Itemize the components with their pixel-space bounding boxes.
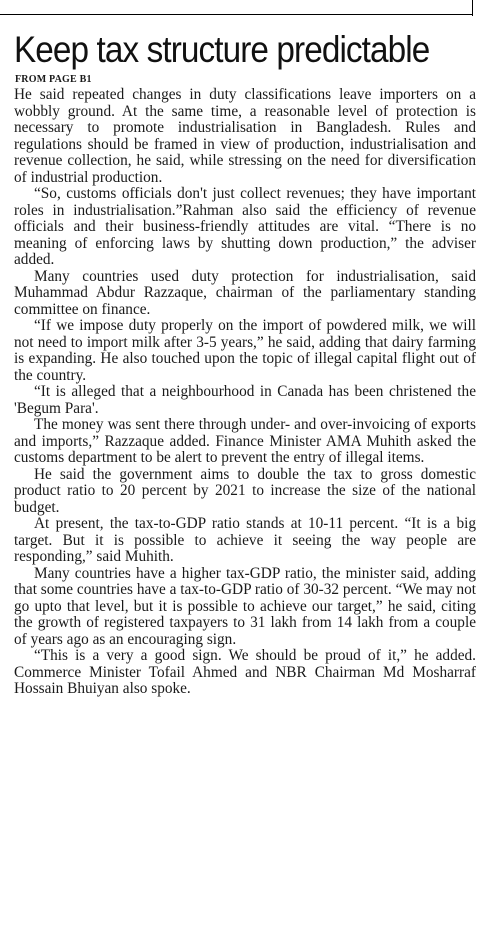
news-article	[14, 28, 476, 698]
paragraph: “It is alleged that a neighbourhood in Canada has been christened the 'Begum Para'.	[14, 383, 476, 417]
paragraph: He said the government aims to double the tax to gross domestic product ratio to 20 percent by 2021 to increase the size of the national budget.	[14, 465, 476, 516]
paragraph: “This is a very a good sign. We should be proud of it,” he added. Commerce Minister Tofail Ahmed and NBR Chairman Md Mosharraf Hossain Bhuiyan also spoke.	[14, 647, 476, 697]
article-body	[14, 87, 476, 698]
paragraph: Many countries have a higher tax-GDP ratio, the minister said, adding that some countries have a tax-to-GDP ratio of 30-32 percent. “We may not go upto that level, but it is possible to achieve our target,” he said, citing the growth of registered taxpayers to 31 lakh from 14 lakh from a couple of years ago as an encouraging sign.	[14, 564, 476, 648]
paragraph: He said repeated changes in duty classifications leave importers on a wobbly ground. At the same time, a reasonable level of protection is necessary to promote industrialisation in Bangladesh. Rules and regulations should be framed in view of production, industrialisation and revenue collection, he said, while stressing on the need for diversification of industrial production.	[14, 86, 476, 186]
column-divider-rule	[472, 0, 473, 16]
continued-from-line: FROM PAGE B1	[15, 74, 92, 85]
paragraph: Many countries used duty protection for industrialisation, said Muhammad Abdur Razzaque, chairman of the parliamentary standing committee on finance.	[14, 267, 476, 318]
top-border-rule	[0, 14, 472, 15]
paragraph: “So, customs officials don't just collect revenues; they have important roles in industrialisation.”Rahman also said the efficiency of revenue officials and their business-friendly attitudes are vital. “There is no meaning of enforcing laws by shutting down production,” the adviser added.	[14, 185, 476, 268]
paragraph: “If we impose duty properly on the import of powdered milk, we will not need to import milk after 3-5 years,” he said, adding that dairy farming is expanding. He also touched upon the topic of illegal capital flight out of the country.	[14, 317, 476, 384]
paragraph: The money was sent there through under- and over-invoicing of exports and imports,” Razzaque added. Finance Minister AMA Muhith asked the customs department to be alert to prevent the entry of illegal items.	[14, 416, 476, 466]
paragraph: At present, the tax-to-GDP ratio stands at 10-11 percent. “It is a big target. But it is possible to achieve it seeing the way people are responding,” said Muhith.	[14, 515, 476, 565]
article-headline: Keep tax structure predictable	[14, 29, 430, 70]
